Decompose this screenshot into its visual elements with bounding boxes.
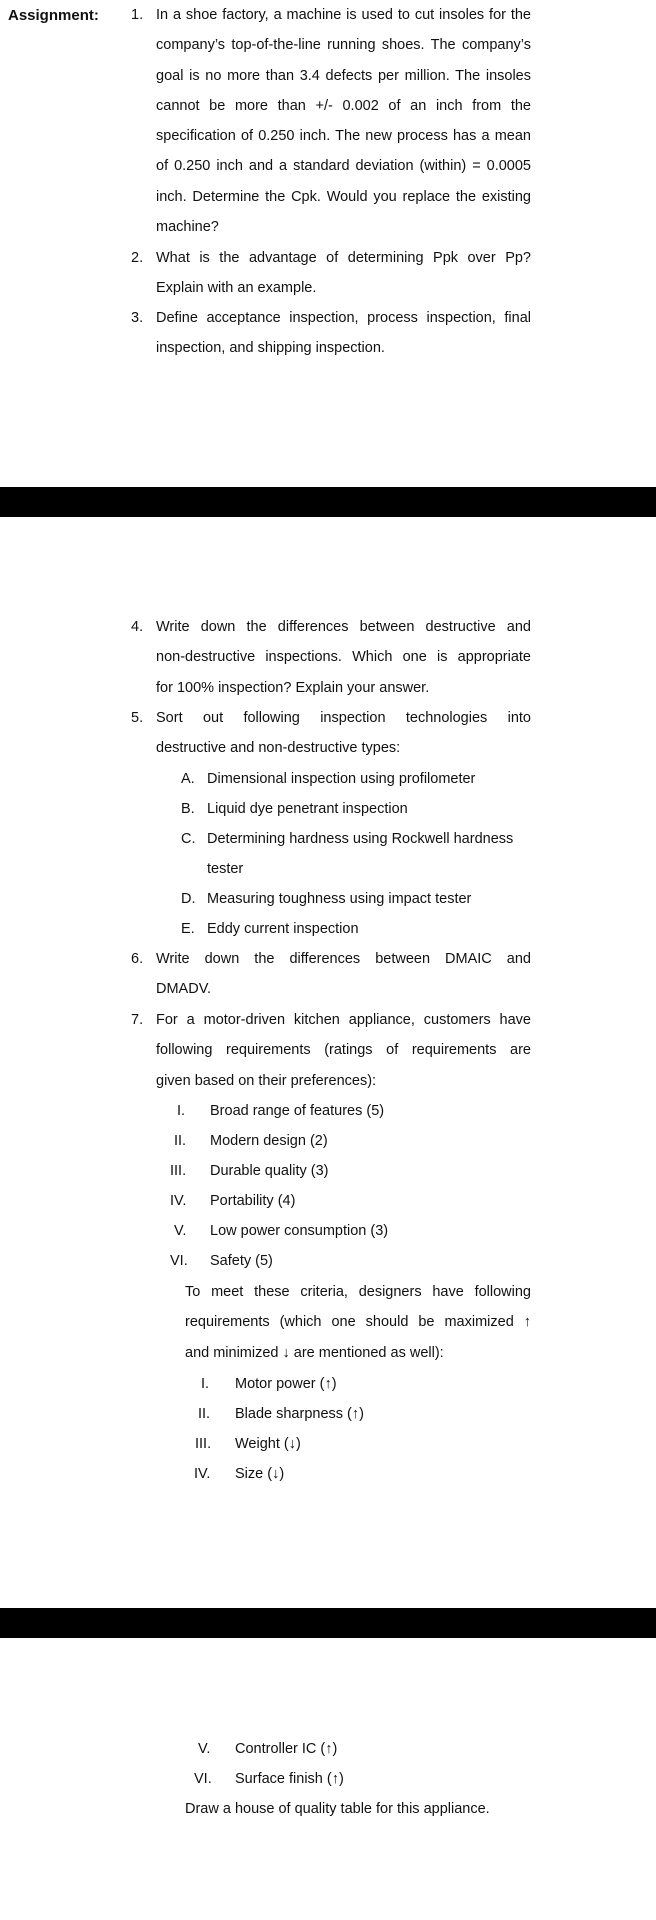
list-item: A. Dimensional inspection using profilometer	[181, 771, 476, 787]
page-separator-bar	[0, 487, 656, 517]
question-number: 3.	[131, 310, 144, 326]
question-5	[0, 703, 656, 943]
question-text: What is the advantage of determining Ppk over Pp? Explain with an example.	[156, 250, 531, 297]
list-item: D. Measuring toughness using impact tester	[181, 891, 472, 907]
question-text: For a motor-driven kitchen appliance, customers have following requirements (ratings of requirements are given based on their preferences):	[156, 1012, 531, 1089]
question-1	[0, 0, 656, 245]
question-text: Write down the differences between DMAIC and DMADV.	[156, 951, 531, 998]
question-3	[0, 303, 656, 365]
question-text: Write down the differences between destructive and non-destructive inspections. Which one is appropriate for 100% inspection? Explain your answer.	[156, 619, 531, 696]
assignment-heading: Assignment:	[8, 7, 99, 24]
list-item: B. Liquid dye penetrant inspection	[181, 801, 408, 817]
question-number: 4.	[131, 619, 144, 635]
question-text: Define acceptance inspection, process inspection, final inspection, and shipping inspection.	[156, 310, 531, 357]
design-requirements-intro: To meet these criteria, designers have following requirements (which one should be maximized ↑ and minimized ↓ are mentioned as well):	[185, 1284, 531, 1361]
question-7	[0, 1005, 656, 1095]
question-number: 1.	[131, 7, 144, 23]
question-number: 5.	[131, 710, 144, 726]
question-2	[0, 243, 656, 305]
question-text: In a shoe factory, a machine is used to cut insoles for the company’s top-of-the-line running shoes. The company’s goal is no more than 3.4 defects per million. The insoles cannot be more than +/- 0.002 of an inch from the specification of 0.250 inch. The new process has a mean of 0.250 inch and a standard deviation (within) = 0.0005 inch. Determine the Cpk. Would you replace the existing machine?	[156, 7, 531, 236]
question-4	[0, 612, 656, 704]
question-6	[0, 944, 656, 1006]
list-item: E. Eddy current inspection	[181, 921, 359, 937]
question-text: Sort out following inspection technologies into destructive and non-destructive types:	[156, 710, 531, 757]
question-number: 2.	[131, 250, 144, 266]
list-item: C. Determining hardness using Rockwell hardness tester	[181, 831, 514, 877]
question-number: 6.	[131, 951, 144, 967]
page-separator-bar	[0, 1608, 656, 1638]
closing-instruction: Draw a house of quality table for this appliance.	[185, 1801, 490, 1817]
question-number: 7.	[131, 1012, 144, 1028]
